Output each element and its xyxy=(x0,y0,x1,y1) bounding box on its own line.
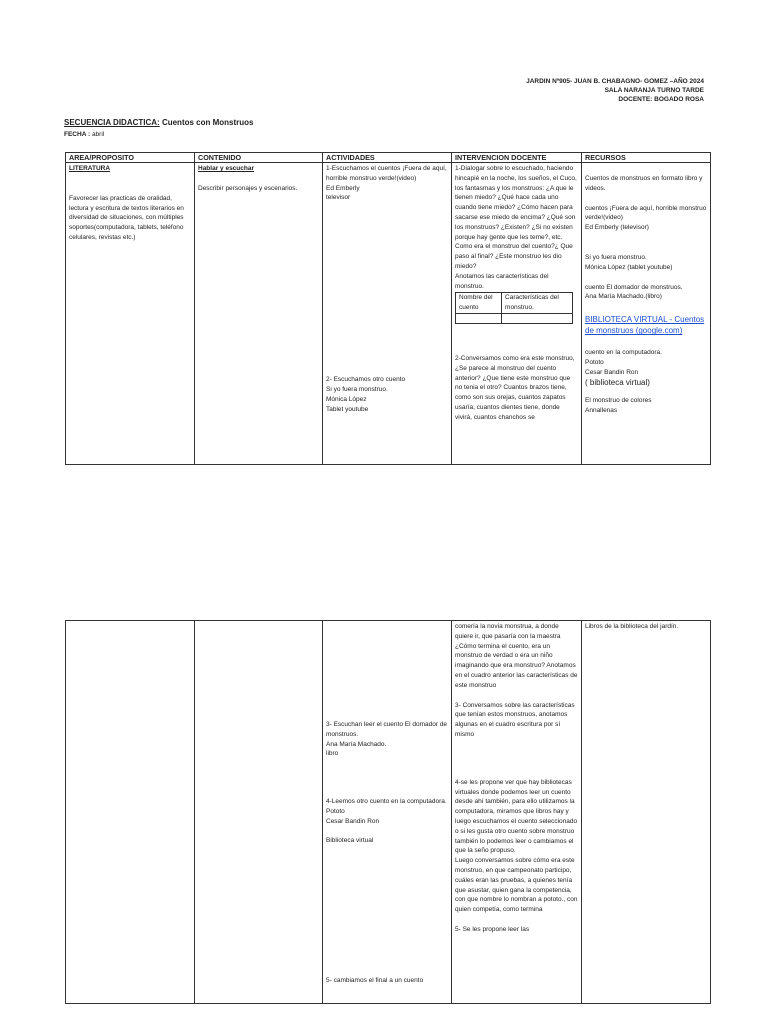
intervention-3: 3- Conversamos sobre las características que tenían estos monstruos, anotamos algunas en el cuadro escritura por sí mismo xyxy=(455,701,575,738)
mini-empty-cell xyxy=(502,313,573,323)
area-cell xyxy=(66,163,195,465)
recursos-cell xyxy=(582,163,711,465)
resource-6: El monstruo de colores Annallenas xyxy=(585,397,652,415)
area-cell-empty xyxy=(66,621,195,1004)
contenido-text: Describir personajes y escenarios. xyxy=(198,184,298,192)
title-label: SECUENCIA DIDACTICA: xyxy=(64,118,160,127)
resource-2: cuentos ¡Fuera de aquí, horrible monstruo verde!(video) Ed Emberly (televisor) xyxy=(585,204,707,232)
table-row xyxy=(66,163,711,465)
intervention-4: 4-se les propone ver que hay bibliotecas virtuales donde podemos leer un cuento desde ahí también, para ello utilizamos la computadora, miramos que libros hay y luego escuchamos el cuento seleccionado o si les gusta otro cuento sobre monstruo también lo podemos leer o cambiamos el que la seño propuso. Luego conversamos sobre cómo era este monstruo, en que campeonato participo, cuáles eran las pruebas, a quienes tenía que asustar, quien gana la competencia, con que nombre lo nombran a pototo., con quien competía, como termina xyxy=(455,778,578,914)
intervention-5: 5- Se les propone leer las xyxy=(455,925,530,933)
activity-4: 4-Leemos otro cuento en la computadora. Pototo Cesar Bandin Ron Biblioteca virtual xyxy=(326,798,447,845)
intervention-2-cont: comería la novia monstrua, a donde quiere ir, que pasaría con la maestra ¿Cómo termina el cuento, era un monstruo de verdad o era un niño imaginando que era monstruo? Anotamos en el cuadro anterior las características de este monstruo xyxy=(455,623,578,689)
document-title xyxy=(64,118,254,128)
area-title: LITERATURA xyxy=(69,165,111,172)
header-line-room: SALA NARANJA TURNO TARDE xyxy=(604,87,704,94)
table-row xyxy=(66,621,711,1004)
resource-5: cuento en la computadora. Pototo Cesar Bandin Ron xyxy=(585,349,662,376)
activity-3: 3- Escuchan leer el cuento El domador de monstruos. Ana María Machado. libro xyxy=(326,721,448,758)
contenido-title: Hablar y escuchar xyxy=(198,165,255,172)
sequence-table-page1 xyxy=(65,152,711,465)
resource-library: Libros de la biblioteca del jardín. xyxy=(585,623,679,630)
activity-2: 2- Escuchamos otro cuento Si yo fuera monstruo. Mónica López Tablet youtube xyxy=(326,376,406,413)
intervention-2: 2-Conversamos como era este monstruo, ¿Se parece al monstruo del cuento anterior? ¿Que tiene este monstruo que no tenia el otro? Cuantos brazos tiene, como son sus orejas, cuantos zapatos usaría, cuantos dientes tiene, donde vivirá, cuantos chanchos se xyxy=(455,354,575,421)
actividades-cell xyxy=(323,621,452,1004)
mini-col-story-name: Nombre del cuento xyxy=(456,293,502,314)
col-header-actividades: ACTIVIDADES xyxy=(323,153,452,163)
monster-features-table xyxy=(455,292,573,324)
activity-1: 1-Escuchamos el cuentos ¡Fuera de aquí, horrible monstruo verde!(video) Ed Emberly televisor xyxy=(326,165,447,202)
recursos-cell xyxy=(582,621,711,1004)
title-value: Cuentos con Monstruos xyxy=(161,118,254,127)
sequence-table-page2 xyxy=(65,620,711,1004)
area-purpose: Favorecer las practicas de oralidad, lectura y escritura de textos literarios en diversidad de situaciones, con múltiples soportes(computadora, tablets, teléfono celulares, revistas etc.) xyxy=(69,194,184,241)
actividades-cell xyxy=(323,163,452,465)
virtual-library-link[interactable]: BIBLIOTECA VIRTUAL - Cuentos de monstruos (google.com) xyxy=(585,315,705,336)
col-header-recursos: RECURSOS xyxy=(582,153,711,163)
header-line-school: JARDIN Nº905- JUAN B. CHABAGNO- GOMEZ –AÑO 2024 xyxy=(526,78,704,85)
table-header-row xyxy=(66,153,711,163)
resource-3: Si yo fuera monstruo. Mónica López (tablet youtube) xyxy=(585,253,673,271)
mini-empty-row xyxy=(456,313,573,323)
mini-header-row xyxy=(456,293,573,314)
header-line-teacher: DOCENTE: BOGADO ROSA xyxy=(618,96,704,103)
intervencion-cell xyxy=(452,621,582,1004)
mini-col-features: Características del monstruo. xyxy=(502,293,573,314)
school-header xyxy=(526,77,704,104)
col-header-intervencion: INTERVENCION DOCENTE xyxy=(452,153,582,163)
activity-5: 5- cambiamos el final a un cuento xyxy=(326,977,424,985)
contenido-cell-empty xyxy=(195,621,323,1004)
col-header-contenido: CONTENIDO xyxy=(195,153,323,163)
resource-1: Cuentos de monstruos en formato libro y videos. xyxy=(585,175,703,192)
intervention-1: 1-Dialogar sobre lo escuchado, haciendo hincapié en la noche, los sueños, el Cuco, los fantasmas y los monstruos: ¿A que le tienen miedo? ¿Qué hace cada uno cuando tiene miedo? ¿Cómo hacen para sacarse ese miedo de encima? ¿Qué son los monstruos? ¿Existen? ¿Si no existen porque hay gente que les teme?, etc. Como era el monstruo del cuento?¿ Que paso al final? ¿Este monstruo les dio miedo? Anotamos las características del monstruo. xyxy=(455,165,577,290)
date-label: FECHA : xyxy=(64,131,91,138)
date-value: abril xyxy=(91,131,105,138)
mini-empty-cell xyxy=(456,313,502,323)
resource-4: cuento El domador de monstruos. Ana María Machado.(libro) xyxy=(585,283,683,301)
intervencion-cell xyxy=(452,163,582,465)
contenido-cell xyxy=(195,163,323,465)
resource-5b: ( biblioteca virtual) xyxy=(585,377,650,387)
col-header-area: AREA/PROPOSITO xyxy=(66,153,195,163)
date-line xyxy=(64,130,104,140)
